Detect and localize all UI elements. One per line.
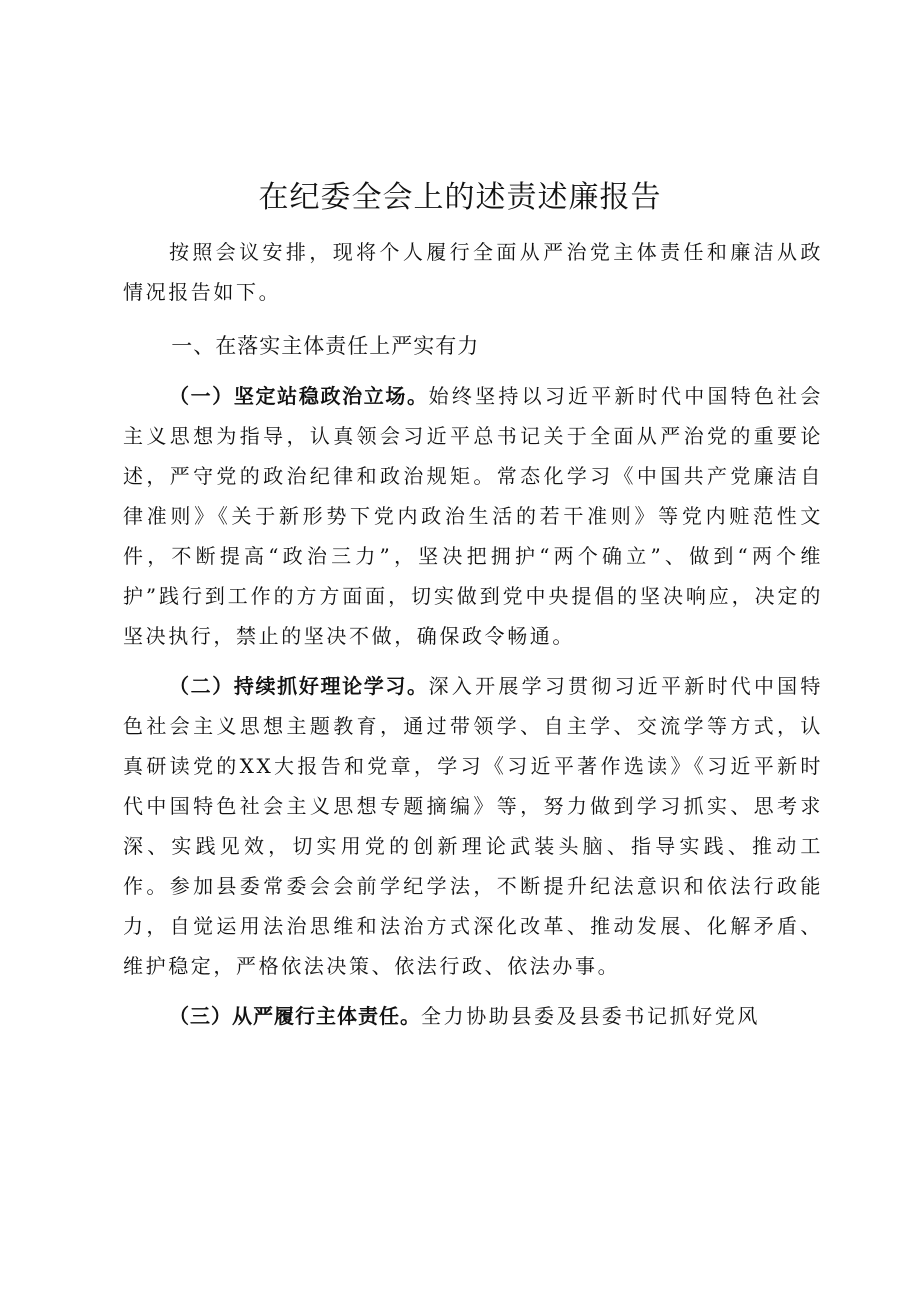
paragraph-1 — [123, 376, 823, 656]
intro-paragraph: 按照会议安排，现将个人履行全面从严治党主体责任和廉洁从政情况报告如下。 — [123, 240, 823, 304]
paragraph-2-lead: （二）持续抓好理论学习。 — [169, 674, 429, 698]
paragraph-3-lead: （三）从严履行主体责任。 — [169, 1004, 421, 1028]
paragraph-3 — [123, 996, 823, 1036]
paragraph-3-text: 全力协助县委及县委书记抓好党风 — [421, 1004, 760, 1028]
paragraph-2-text: 深入开展学习贯彻习近平新时代中国特色社会主义思想主题教育，通过带领学、自主学、交流学等方式，认真研读党的XX大报告和党章，学习《习近平著作选读》《习近平新时代中国特色社会主义思想专题摘编》等，努力做到学习抓实、思考求深、实践见效，切实用党的创新理论武装头脑、指导实践、推动工作。参加县委常委会会前学纪学法，不断提升纪法意识和依法行政能力，自觉运用法治思维和法治方式深化改革、推动发展、化解矛盾、维护稳定，严格依法决策、依法行政、依法办事。 — [123, 674, 824, 978]
paragraph-1-text: 始终坚持以习近平新时代中国特色社会主义思想为指导，认真领会习近平总书记关于全面从严治党的重要论述，严守党的政治纪律和政治规矩。常态化学习《中国共产党廉洁自律准则》《关于新形势下党内政治生活的若干准则》等党内赃范性文件，不断提高“政治三力”，坚决把拥护“两个确立”、做到“两个维护”践行到工作的方方面面，切实做到党中央提倡的坚决响应，决定的坚决执行，禁止的坚决不做，确保政令畅通。 — [123, 384, 824, 648]
paragraph-1-lead: （一）坚定站稳政治立场。 — [169, 384, 429, 408]
document-title: 在纪委全会上的述责述廉报告 — [258, 180, 662, 215]
document-body — [123, 232, 823, 1046]
paragraph-2 — [123, 666, 823, 986]
section-heading: 一、在落实主体责任上严实有力 — [171, 334, 480, 358]
